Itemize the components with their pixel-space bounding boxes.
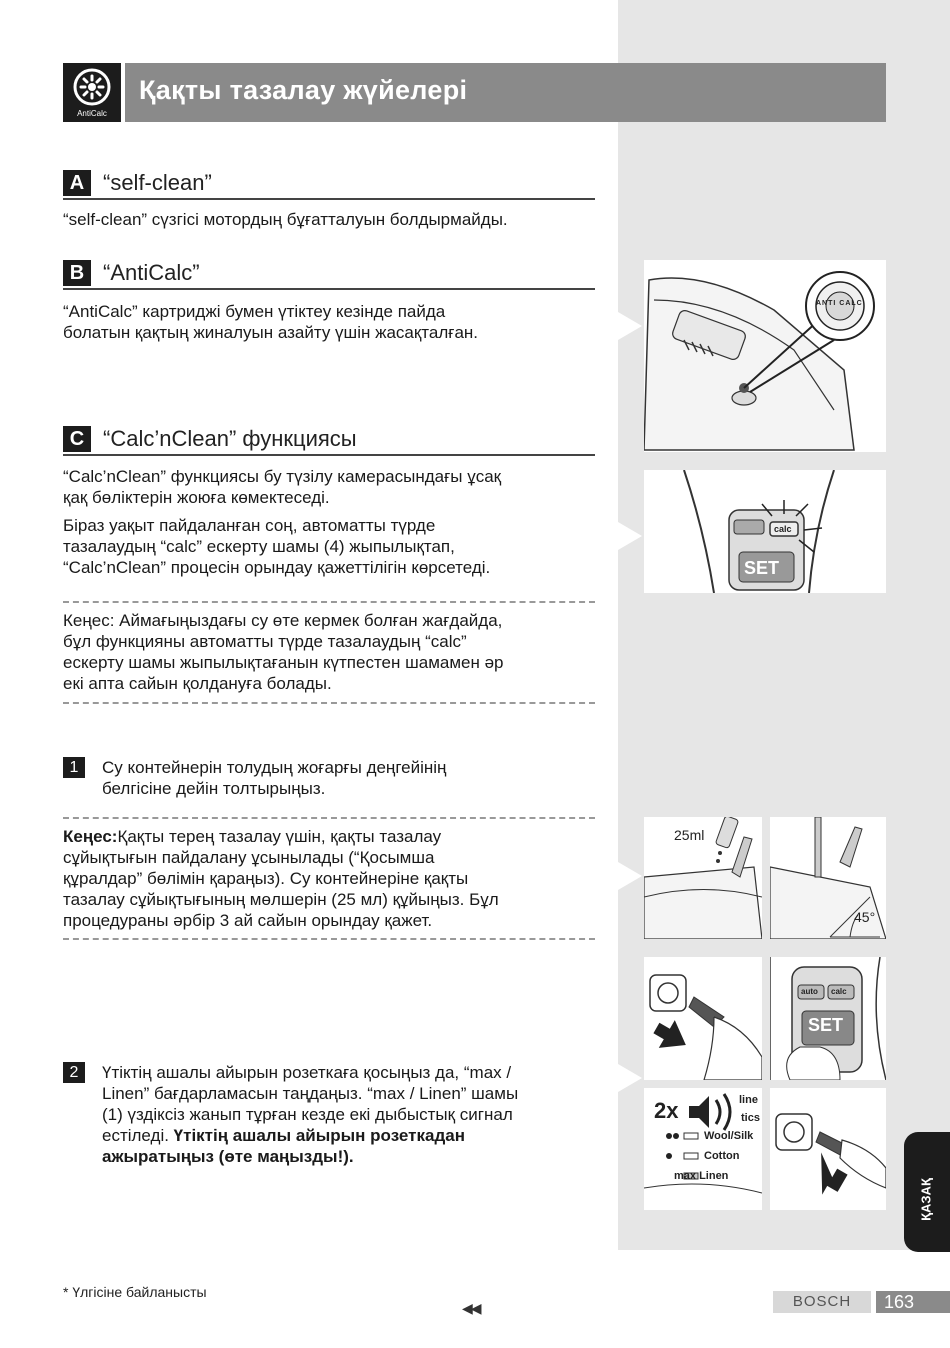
section-c-p2-line3: “Calc’nClean” процесін орындау қажеттілігін көрсетеді. [63,558,491,577]
unplug-illustration [770,1088,886,1210]
step-2-line3: (1) үздіксіз жанып тұрған кезде екі дыбыстық сигнал [102,1105,513,1124]
set-button-label-2: SET [808,1015,844,1035]
tip-1-line1: Кеңес: Аймағыңыздағы су өте кермек болған жағдайда, [63,611,503,630]
section-b-letter: B [63,260,91,286]
step-1-line1: Су контейнерін толудың жоғарғы деңгейінің [102,758,447,777]
program-line-fragment: line [739,1094,758,1106]
section-a-heading [63,170,595,200]
pointer-step2 [618,1064,642,1092]
section-b-line1: “AntiCalc” картриджі бумен үтіктеу кезінде пайда [63,302,446,321]
tip-2-line4: тазалау сұйықтығының мөлшерін (25 мл) құйыңыз. Бұл [63,890,499,909]
step-2-line2: Linen” бағдарламасын таңдаңыз. “max / Linen” шамы [102,1084,519,1103]
step-1-line2: белгісіне дейін толтырыңыз. [102,779,326,798]
section-c-paragraph-1 [63,466,598,508]
set-button-label: SET [744,558,780,578]
step-1-number: 1 [63,757,85,778]
step-2-text [102,1062,602,1167]
section-c-heading [63,426,595,456]
tip-divider-top [63,601,595,603]
program-max-linen: max Linen [674,1170,729,1182]
anticalc-logo [63,63,121,122]
section-b-heading [63,260,595,290]
calc-button-label-2: calc [831,987,847,996]
tip-2-divider-top [63,817,595,819]
tip-2-label: Кеңес: [63,827,118,846]
program-wool-silk: Wool/Silk [704,1130,754,1142]
program-cotton: Cotton [704,1150,740,1162]
auto-button-label: auto [801,987,818,996]
angle-label: 45° [854,909,876,925]
tip-1-line3: ескерту шамы жыпылықтағанын күтпестен шамамен әр [63,653,504,672]
step-2-line5-bold: ажыратыңыз (өте маңызды!). [102,1147,354,1166]
beep-count-label: 2x [654,1098,679,1123]
logo-caption: AntiCalc [77,109,107,118]
calc-button-label: calc [774,524,792,534]
double-beep-illustration [644,1088,762,1210]
tip-1-line2: бұл функцияны автоматты түрде тазалаудың “calc” [63,632,467,651]
section-c-p2-line1: Біраз уақыт пайдаланған соң, автоматты түрде [63,516,436,535]
tip-2-line5: процедураны әрбір 3 ай сайын орындау қажет. [63,911,433,930]
anticalc-cartridge-illustration [644,260,886,452]
step-2-line1: Үтіктің ашалы айырын розеткаға қосыңыз да, “max / [102,1063,512,1082]
section-c-p1-line1: “Calc’nClean” функциясы бу түзілу камерасындағы ұсақ [63,467,502,486]
set-button-illustration [770,957,886,1080]
section-a-letter: A [63,170,91,196]
fill-descaler-illustration [644,817,762,939]
tip-divider-bottom [63,702,595,704]
tip-1-line4: екі апта сайын қолдануға болады. [63,674,332,693]
tip-2-divider-bottom [63,938,595,940]
chapter-header [63,63,886,122]
language-tab-label: ҚАЗАҚ [918,1178,934,1221]
tip-2-line2: сұйықтығын пайдалану ұсынылады (“Қосымша [63,848,435,867]
tip-2-line1: Қақты терең тазалау үшін, қақты тазалау [117,827,442,846]
language-tab [904,1132,950,1252]
footnote: * Үлгісіне байланысты [63,1284,207,1300]
calc-light-illustration [644,470,886,593]
section-c-letter: C [63,426,91,452]
section-a-text: “self-clean” сүзгісі мотордың бұғатталуын болдырмайды. [63,210,508,229]
tip-2-text [63,826,598,931]
plug-in-illustration [644,957,762,1080]
anticalc-icon [63,63,121,111]
section-b-line2: болатын қақтың жиналуын азайту үшін жасақталған. [63,323,479,342]
step-2-line4: естіледі. [102,1126,174,1145]
back-arrows-icon[interactable]: ◀◀ [462,1300,480,1316]
step-2-line4-bold: Үтіктің ашалы айырын розеткадан [173,1126,465,1145]
section-b-title: “AntiCalc” [103,260,200,285]
section-c-title: “Calc’nClean” функциясы [103,426,357,451]
brand-label: BOSCH [773,1291,871,1313]
title-bar [125,63,886,122]
section-c-p2-line2: тазалаудың “calc” ескерту шамы (4) жыпылықтап, [63,537,455,556]
pointer-b [618,312,642,340]
section-c-p1-line2: қақ бөліктерін жоюға көмектеседі. [63,488,330,507]
section-b-text [63,301,598,343]
section-a-title: “self-clean” [103,170,212,195]
program-tics-fragment: tics [741,1112,760,1124]
page-title: Қақты тазалау жүйелері [139,75,468,105]
pointer-c [618,522,642,550]
tip-1-text [63,610,598,694]
step-2-number: 2 [63,1062,85,1083]
page-number: 163 [876,1291,950,1313]
anticalc-ring-label: ANTI CALC [816,300,863,307]
volume-label: 25ml [674,827,705,843]
pointer-step1 [618,862,642,890]
tilt-angle-illustration [770,817,886,939]
tip-2-line3: құралдар” бөлімін қараңыз). Су контейнеріне қақты [63,869,469,888]
section-c-paragraph-2 [63,515,598,578]
step-1-text [102,757,602,799]
